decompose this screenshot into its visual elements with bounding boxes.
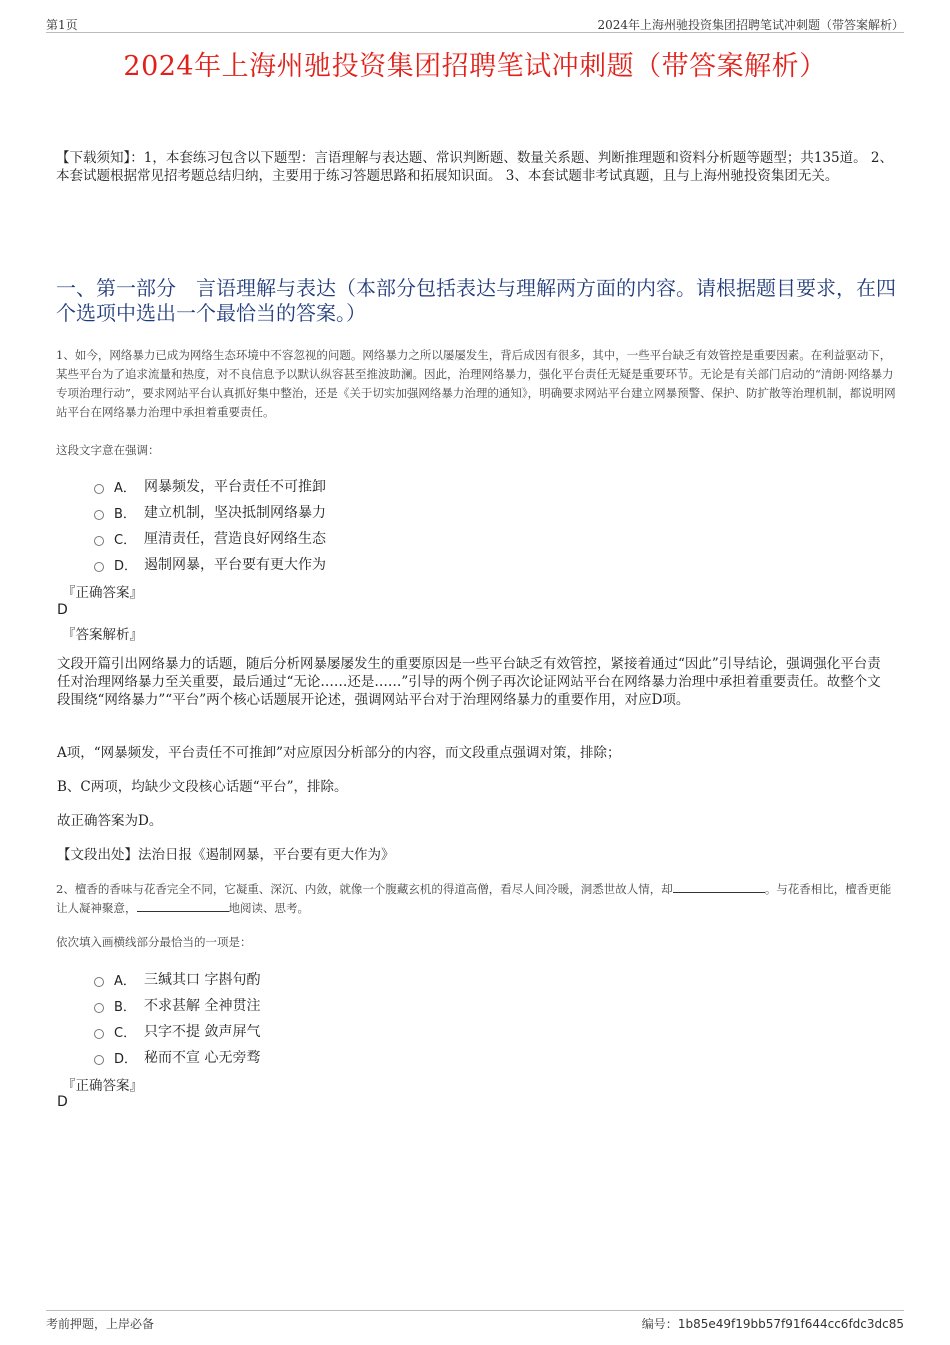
radio-icon[interactable] (94, 562, 104, 572)
radio-icon[interactable] (94, 510, 104, 520)
document-code: 编号：1b85e49f19bb57f91f644cc6fdc3dc85 (641, 1317, 904, 1331)
document-title: 2024年上海州驰投资集团招聘笔试冲刺题（带答案解析） (123, 51, 827, 82)
option-text: 网暴频发，平台责任不可推卸 (144, 479, 326, 495)
radio-icon[interactable] (94, 484, 104, 494)
correct-answer: D (57, 1094, 68, 1110)
correct-answer-label: 『正确答案』 (62, 585, 143, 601)
running-title: 2024年上海州驰投资集团招聘笔试冲刺题（带答案解析） (597, 18, 904, 32)
radio-icon[interactable] (94, 977, 104, 987)
option-d[interactable]: D． 秘而不宣 心无旁骛 (94, 1044, 260, 1070)
page-number: 第1页 (46, 18, 78, 32)
fill-blank (137, 901, 229, 912)
option-a[interactable]: A． 三缄其口 字斟句酌 (94, 966, 260, 992)
correct-answer: D (57, 602, 68, 618)
analysis-paragraph: A项，“网暴频发，平台责任不可推卸”对应原因分析部分的内容，而文段重点强调对策，排除； (57, 745, 621, 761)
analysis-paragraph: B、C两项，均缺少文段核心话题“平台”，排除。 (57, 779, 348, 795)
question-1-text: 1、如今，网络暴力已成为网络生态环境中不容忽视的问题。网络暴力之所以屡屡发生，背后成因有很多，其中，一些平台缺乏有效管控是重要因素。在利益驱动下，某些平台为了追求流量和热度，对不良信息予以默认纵容甚至推波助澜。因此，治理网络暴力，强化平台责任无疑是重要环节。无论是有关部门启动的“清朗·网络暴力专项治理行动”，要求网站平台认真抓好集中整治，还是《关于切实加强网络暴力治理的通知》，明确要求网站平台建立网暴预警、保护、防扩散等治理机制，都说明网站平台在网络暴力治理中承担着重要责任。 (56, 348, 896, 419)
option-text: 建立机制，坚决抵制网络暴力 (144, 505, 326, 521)
radio-icon[interactable] (94, 536, 104, 546)
analysis-label: 『答案解析』 (62, 627, 143, 643)
running-footer (46, 1310, 904, 1331)
correct-answer-label: 『正确答案』 (62, 1078, 143, 1094)
radio-icon[interactable] (94, 1029, 104, 1039)
running-header (46, 14, 904, 33)
analysis-paragraph: 故正确答案为D。 (57, 813, 163, 829)
radio-icon[interactable] (94, 1003, 104, 1013)
option-text: 秘而不宣 心无旁骛 (144, 1050, 261, 1066)
radio-icon[interactable] (94, 1055, 104, 1065)
question-2-options (94, 966, 260, 1070)
question-2-prompt: 依次填入画横线部分最恰当的一项是： (56, 935, 252, 949)
option-text: 遏制网暴，平台要有更大作为 (144, 557, 326, 573)
fill-blank (673, 882, 765, 893)
option-text: 只字不提 敛声屏气 (144, 1024, 261, 1040)
download-notice: 【下载须知】：1，本套练习包含以下题型：言语理解与表达题、常识判断题、数量关系题、判断推理题和资料分析题等题型；共135道。 2、本套试题根据常见招考题总结归纳，主要用于练习答题思路和拓展知识面。 3、本套试题非考试真题，且与上海州驰投资集团无关。 (56, 150, 893, 184)
option-text: 三缄其口 字斟句酌 (144, 972, 261, 988)
option-b[interactable]: B． 不求甚解 全神贯注 (94, 992, 260, 1018)
option-text: 不求甚解 全神贯注 (144, 998, 261, 1014)
question-1-options (94, 473, 326, 577)
footer-slogan: 考前押题，上岸必备 (46, 1317, 155, 1331)
option-d[interactable]: D． 遏制网暴，平台要有更大作为 (94, 551, 326, 577)
option-a[interactable]: A． 网暴频发，平台责任不可推卸 (94, 473, 326, 499)
section-heading: 一、第一部分 言语理解与表达（本部分包括表达与理解两方面的内容。请根据题目要求，在四个选项中选出一个最恰当的答案。） (56, 276, 896, 325)
option-text: 厘清责任，营造良好网络生态 (144, 531, 326, 547)
analysis-paragraph: 文段开篇引出网络暴力的话题，随后分析网暴屡屡发生的重要原因是一些平台缺乏有效管控，紧接着通过“因此”引导结论，强调强化平台责任对治理网络暴力至关重要，最后通过“无论……还是……”引导的两个例子再次论证网站平台在网络暴力治理中承担着重要责任。故整个文段围绕“网络暴力”“平台”两个核心话题展开论述，强调网站平台对于治理网络暴力的重要作用，对应D项。 (57, 656, 881, 708)
question-2-text: 2、檀香的香味与花香完全不同，它凝重、深沉、内敛，就像一个腹藏玄机的得道高僧，看尽人间冷暖，洞悉世故人情，却 。与花香相比，檀香更能让人凝神聚意， 地阅读、思考。 (56, 882, 892, 915)
option-c[interactable]: C． 只字不提 敛声屏气 (94, 1018, 260, 1044)
option-c[interactable]: C． 厘清责任，营造良好网络生态 (94, 525, 326, 551)
source-note: 【文段出处】法治日报《遏制网暴，平台要有更大作为》 (57, 847, 395, 863)
question-1-prompt: 这段文字意在强调： (56, 443, 160, 457)
option-b[interactable]: B． 建立机制，坚决抵制网络暴力 (94, 499, 326, 525)
